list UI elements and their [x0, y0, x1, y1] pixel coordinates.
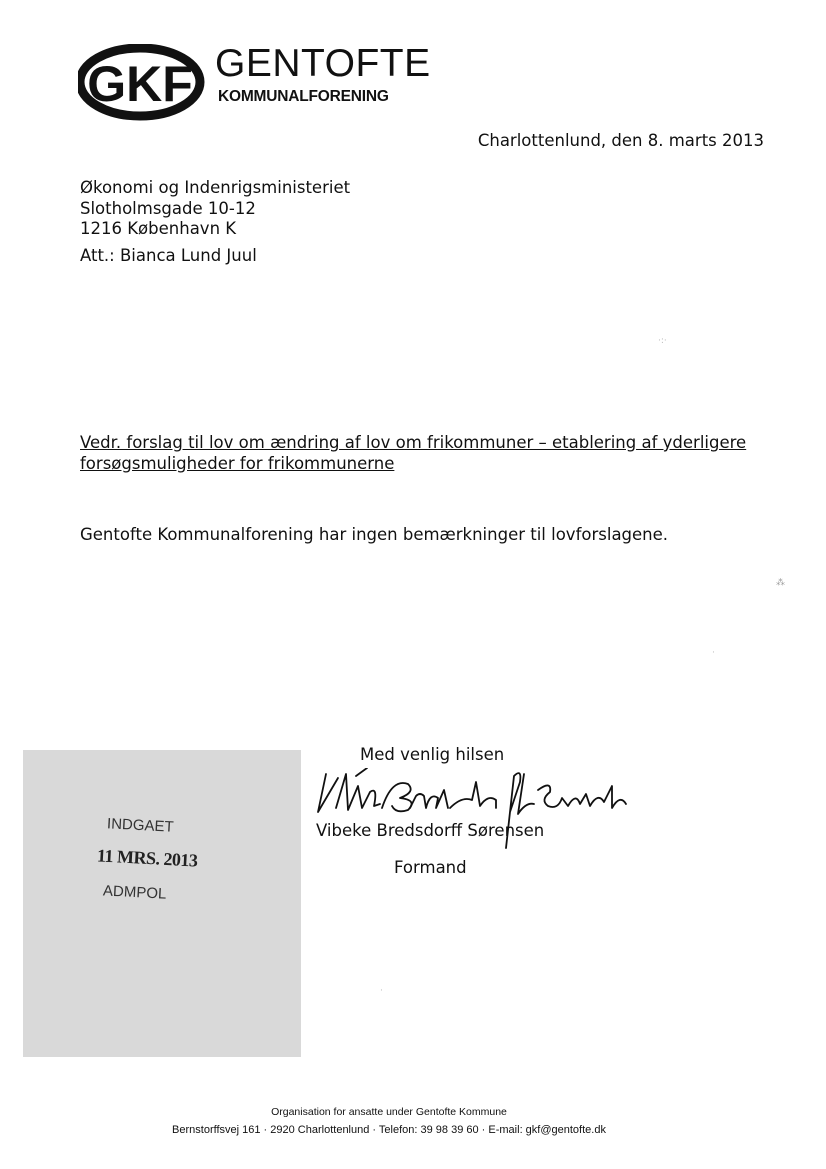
recipient-line: 1216 København K — [80, 219, 237, 238]
footer-contact: Bernstorffsvej 161 · 2920 Charlottenlund · Telefon: 39 98 39 60 · E-mail: gkf@gentofte.dk — [172, 1124, 606, 1136]
logo-subtitle: KOMMUNALFORENING — [218, 88, 389, 105]
signer-title: Formand — [394, 858, 467, 877]
received-stamp-area — [23, 750, 301, 1057]
letter-subject — [80, 433, 780, 474]
letter-body: Gentofte Kommunalforening har ingen bemærkninger til lovforslagene. — [80, 525, 669, 544]
stamp-department: ADMPOL — [102, 882, 167, 903]
signer-name: Vibeke Bredsdorff Sørensen — [316, 821, 545, 840]
scan-speck: · — [380, 986, 383, 996]
subject-line: Vedr. forslag til lov om ændring af lov om frikommuner – etablering af yderligere — [80, 433, 747, 452]
closing-greeting: Med venlig hilsen — [360, 745, 505, 764]
subject-line: forsøgsmuligheder for frikommunerne — [80, 453, 395, 473]
recipient-line: Økonomi og Indenrigsministeriet — [80, 178, 351, 197]
logo-initials: GKF — [87, 56, 193, 112]
gkf-emblem-icon — [78, 44, 218, 124]
stamp-received-label: INDGAET — [106, 815, 175, 836]
recipient-address — [80, 178, 350, 240]
stamp-date: 11 MRS. 2013 — [96, 845, 198, 871]
letter-date: Charlottenlund, den 8. marts 2013 — [477, 131, 764, 150]
recipient-line: Slotholmsgade 10-12 — [80, 198, 256, 218]
scan-speck: · — [712, 648, 715, 658]
attention-line: Att.: Bianca Lund Juul — [80, 246, 257, 265]
organization-logo — [78, 44, 458, 124]
scan-speck: ·:· — [658, 336, 667, 346]
logo-name: GENTOFTE — [215, 42, 431, 85]
scan-speck: ⁂ — [776, 578, 785, 588]
footer-organization: Organisation for ansatte under Gentofte Kommune — [271, 1106, 507, 1118]
